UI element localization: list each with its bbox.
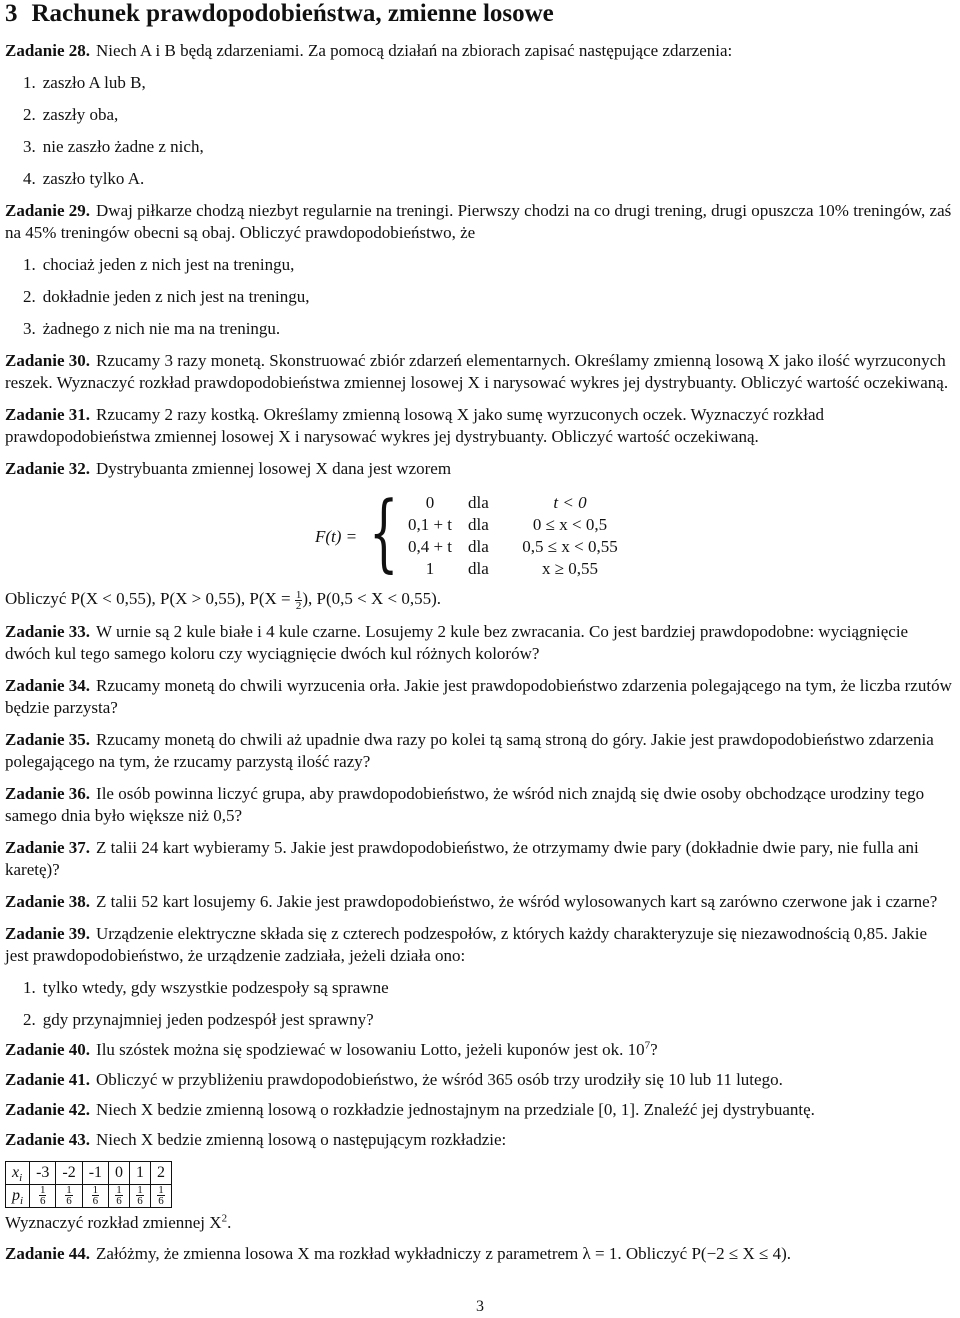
task-30-label: Zadanie 30. xyxy=(5,351,91,370)
task-44 xyxy=(5,1243,953,1265)
list-item: 2. zaszły oba, xyxy=(23,105,119,124)
formula-row: 0,4 + t dla 0,5 ≤ x < 0,55 xyxy=(407,537,618,556)
table-cell: $\frac{1}{6}$ xyxy=(56,1184,82,1207)
document-page xyxy=(5,0,953,1265)
task-38-text: Z talii 52 kart losujemy 6. Jakie jest prawdopodobieństwo, że wśród wylosowanych kart są zarówno czerwone jak i czarne? xyxy=(96,891,938,911)
task-44-label: Zadanie 44. xyxy=(5,1243,91,1263)
task-43-label: Zadanie 43. xyxy=(5,1129,91,1149)
table-cell: 1 xyxy=(130,1161,151,1184)
table-row xyxy=(6,1161,172,1184)
list-item: 3. żadnego z nich nie ma na treningu. xyxy=(23,319,281,338)
task-30 xyxy=(5,350,953,394)
task-29-text: Dwaj piłkarze chodzą niezbyt regularnie na treningi. Pierwszy chodzi na co drugi trening, drugi opuszcza 10% treningów, zaś na 45% treningów obecni są obaj. Obliczyć prawdopodobieństwo, że xyxy=(5,201,952,242)
task-43 xyxy=(5,1129,953,1151)
formula-row: 0,1 + t dla 0 ≤ x < 0,5 xyxy=(407,515,608,534)
section-number: 3 xyxy=(5,0,18,27)
table-cell: $\frac{1}{6}$ xyxy=(130,1184,151,1207)
task-32-compute: Obliczyć P(X < 0,55), P(X > 0,55), P(X = $\frac{1}{2}$ ), P(0,5 < X < 0,55). xyxy=(5,588,442,612)
task-42-label: Zadanie 42. xyxy=(5,1099,91,1119)
table-row xyxy=(6,1184,172,1207)
left-brace: { xyxy=(369,483,399,581)
task-34-label: Zadanie 34. xyxy=(5,675,91,695)
task-32-label: Zadanie 32. xyxy=(5,459,91,478)
list-item: 2. gdy przynajmniej jeden podzespół jest sprawny? xyxy=(23,1009,374,1029)
formula-lhs: F(t) = xyxy=(315,527,358,546)
task-42 xyxy=(5,1099,953,1121)
task-39 xyxy=(5,923,953,967)
task-29 xyxy=(5,200,953,244)
task-39-label: Zadanie 39. xyxy=(5,923,91,943)
task-38 xyxy=(5,891,953,913)
table-cell: $\frac{1}{6}$ xyxy=(30,1184,56,1207)
table-cell: -3 xyxy=(30,1161,56,1184)
task-33-label: Zadanie 33. xyxy=(5,621,91,641)
task-35 xyxy=(5,729,953,773)
task-43-text: Niech X bedzie zmienną losową o następującym rozkładzie: xyxy=(96,1129,507,1149)
task-42-text: Niech X bedzie zmienną losową o rozkładzie jednostajnym na przedziale [0, 1]. Znaleźć jej dystrybuantę. xyxy=(96,1099,815,1119)
task-37-text: Z talii 24 kart wybieramy 5. Jakie jest prawdopodobieństwo, że otrzymamy dwie pary (dokładnie dwie pary, nie fulla ani karetę)? xyxy=(5,837,919,879)
task-40-label: Zadanie 40. xyxy=(5,1039,91,1059)
list-item: 1. tylko wtedy, gdy wszystkie podzespoły są sprawne xyxy=(23,977,389,997)
task-35-label: Zadanie 35. xyxy=(5,729,91,749)
task-37 xyxy=(5,837,953,881)
formula-row: 0 dla t < 0 xyxy=(425,493,587,512)
task-31-label: Zadanie 31. xyxy=(5,405,91,424)
task-38-label: Zadanie 38. xyxy=(5,891,91,911)
table-cell: 2 xyxy=(151,1161,172,1184)
task-31-text: Rzucamy 2 razy kostką. Określamy zmienną losową X jako sumę wyrzuconych oczek. Wyznaczyć rozkład prawdopodobieństwa zmiennej losowej X i narysować wykres jej dystrybuanty. Obliczyć wartość oczekiwaną. xyxy=(5,405,825,446)
list-item: 4. zaszło tylko A. xyxy=(23,169,145,188)
task-36-text: Ile osób powinna liczyć grupa, aby prawdopodobieństwo, że wśród nich znajdą się dwie osoby obchodzące urodziny tego samego dnia było większe niż 0,5? xyxy=(5,783,925,825)
list-item: 3. nie zaszło żadne z nich, xyxy=(23,137,204,156)
task-28-label: Zadanie 28. xyxy=(5,41,91,60)
page-number: 3 xyxy=(476,1298,484,1315)
list-item: 1. zaszło A lub B, xyxy=(23,73,146,92)
task-39-text: Urządzenie elektryczne składa się z czterech podzespołów, z których każdy charakteryzuje się niezawodnością 0,85. Jakie jest prawdopodobieństwo, że urządzenie zadziała, jeżeli działa ono: xyxy=(5,923,928,965)
task-32-text: Dystrybuanta zmiennej losowej X dana jest wzorem xyxy=(96,459,452,478)
task-41-label: Zadanie 41. xyxy=(5,1069,91,1089)
task-28-list xyxy=(5,72,953,190)
task-29-label: Zadanie 29. xyxy=(5,201,91,220)
table-cell: $\frac{1}{6}$ xyxy=(151,1184,172,1207)
task-37-label: Zadanie 37. xyxy=(5,837,91,857)
formula-row: 1 dla x ≥ 0,55 xyxy=(425,559,599,578)
fraction-one-half: $\frac{1}{2}$ xyxy=(295,588,302,612)
table-cell: -2 xyxy=(56,1161,82,1184)
task-33-text: W urnie są 2 kule białe i 4 kule czarne. Losujemy 2 kule bez zwracania. Co jest bardziej prawdopodobne: wyciągnięcie dwóch kul tego samego koloru czy wyciągnięcie dwóch kul różnych kolorów? xyxy=(5,621,909,663)
task-31 xyxy=(5,404,953,448)
task-40: Zadanie 40. Ilu szóstek można się spodziewać w losowaniu Lotto, jeżeli kuponów jest ok. $10^7$? xyxy=(5,1038,658,1059)
section-heading xyxy=(5,0,953,26)
table-cell: $\frac{1}{6}$ xyxy=(109,1184,130,1207)
task-41-text: Obliczyć w przybliżeniu prawdopodobieństwo, że wśród 365 osób trzy urodziły się 10 lub 11 lutego. xyxy=(96,1069,783,1089)
section-title: Rachunek prawdopodobieństwa, zmienne losowe xyxy=(31,0,554,27)
task-41 xyxy=(5,1069,953,1091)
table-cell: -1 xyxy=(82,1161,108,1184)
list-item: 1. chociaż jeden z nich jest na treningu, xyxy=(23,255,295,274)
table-cell: 0 xyxy=(109,1161,130,1184)
task-28 xyxy=(5,40,953,62)
task-36-label: Zadanie 36. xyxy=(5,783,91,803)
table-header-cell: $p_i$ xyxy=(6,1184,30,1207)
task-32 xyxy=(5,458,953,480)
task-33 xyxy=(5,621,953,665)
task-34 xyxy=(5,675,953,719)
task-28-text: Niech A i B będą zdarzeniami. Za pomocą działań na zbiorach zapisać następujące zdarzenia: xyxy=(96,41,733,60)
task-34-text: Rzucamy monetą do chwili wyrzucenia orła. Jakie jest prawdopodobieństwo zdarzenia polegającego na tym, że liczba rzutów będzie parzysta? xyxy=(5,675,952,717)
distribution-table xyxy=(5,1161,172,1208)
task-44-text: Załóżmy, że zmienna losowa X ma rozkład wykładniczy z parametrem λ = 1. Obliczyć P(−2 ≤ X ≤ 4). xyxy=(96,1243,792,1263)
list-item: 2. dokładnie jeden z nich jest na treningu, xyxy=(23,287,310,306)
task-30-text: Rzucamy 3 razy monetą. Skonstruować zbiór zdarzeń elementarnych. Określamy zmienną losową X jako ilość wyrzuconych reszek. Wyznaczyć rozkład prawdopodobieństwa zmiennej losowej X i narysować wykres jej dystrybuanty. Obliczyć wartość oczekiwaną. xyxy=(5,351,949,392)
task-36 xyxy=(5,783,953,827)
task-43-after: Wyznaczyć rozkład zmiennej $X^2$. xyxy=(5,1211,232,1232)
table-cell: $\frac{1}{6}$ xyxy=(82,1184,108,1207)
task-29-list xyxy=(5,254,953,340)
task-39-list xyxy=(5,977,953,1031)
piecewise-formula xyxy=(5,483,953,582)
table-header-cell: $x_i$ xyxy=(6,1161,30,1184)
task-35-text: Rzucamy monetą do chwili aż upadnie dwa razy po kolei tą samą stroną do góry. Jakie jest prawdopodobieństwo zdarzenia polegającego na tym, że rzucamy parzystą ilość razy? xyxy=(5,729,934,771)
